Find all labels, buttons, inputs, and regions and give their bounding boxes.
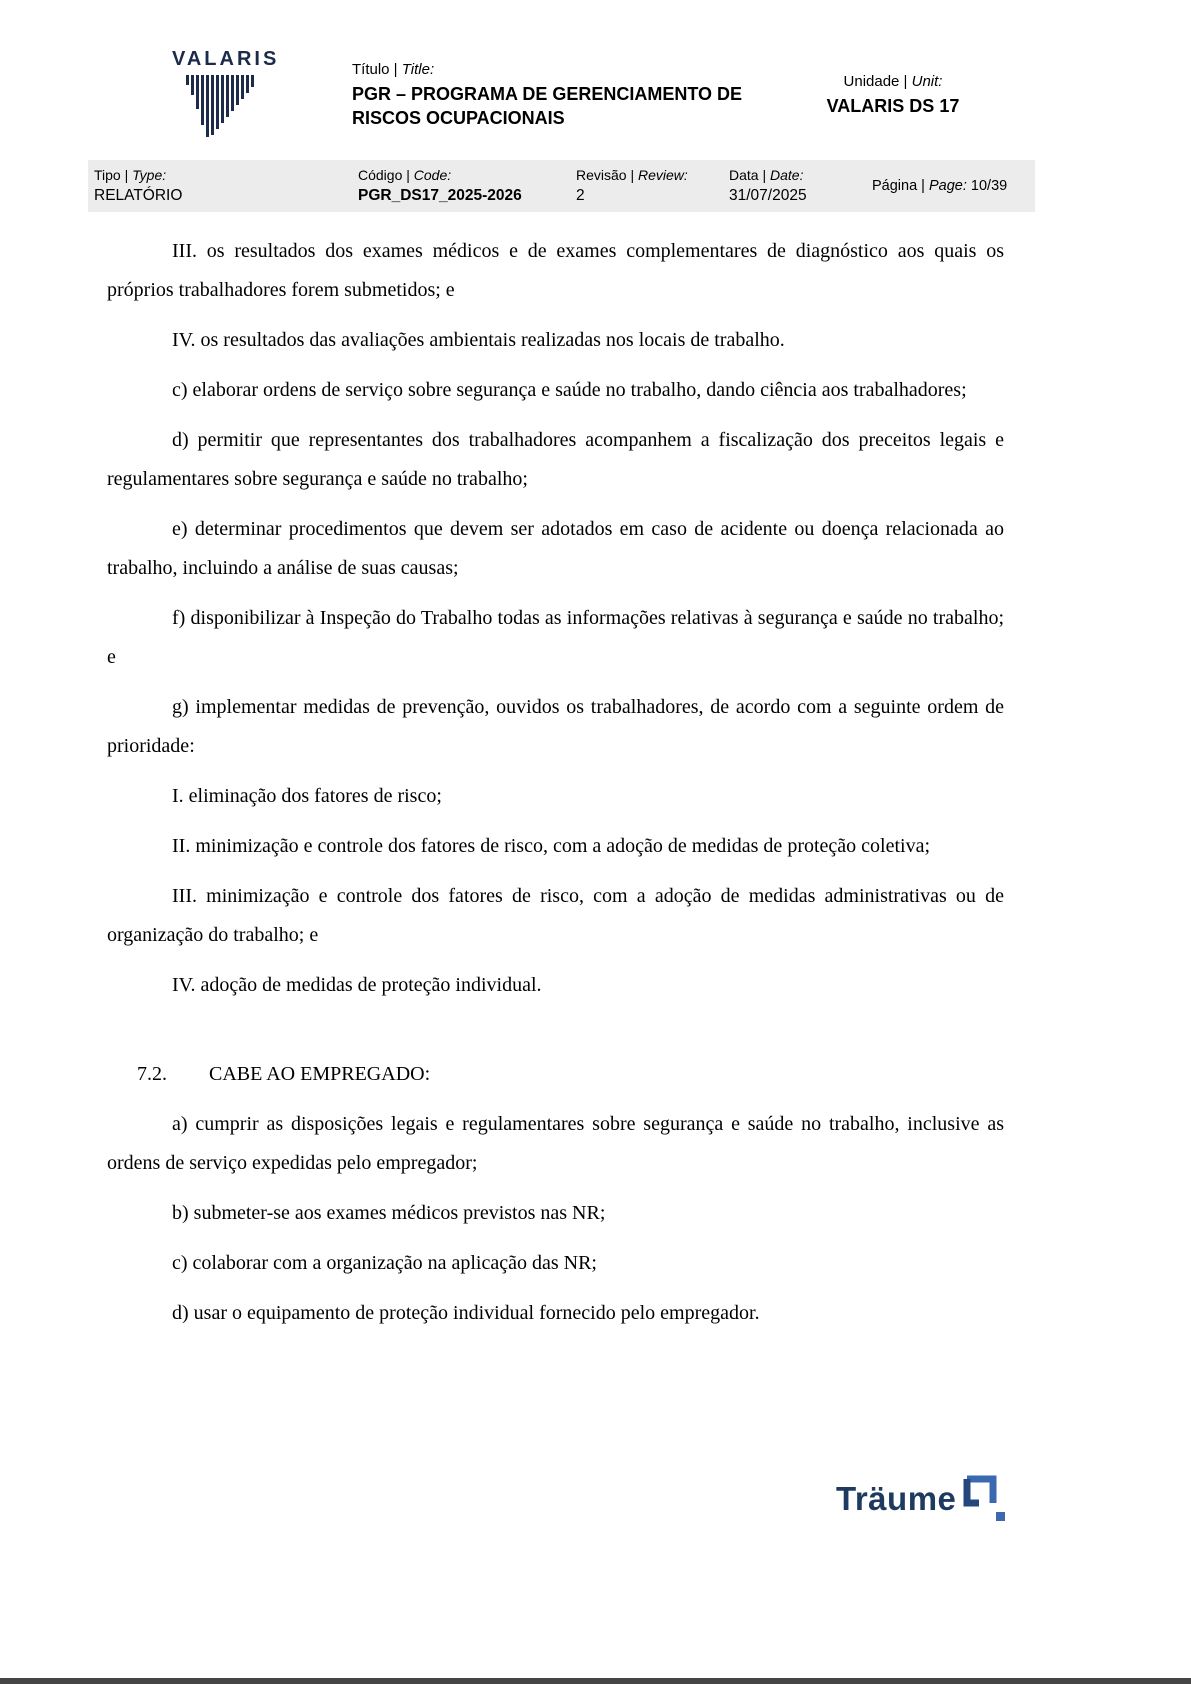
codigo-label-pt: Código | <box>358 167 414 183</box>
document-header <box>0 0 1191 160</box>
unit-value: VALARIS DS 17 <box>826 96 960 116</box>
title-label-pt: Título | <box>352 61 402 78</box>
unit-label-en: Unit: <box>911 73 943 90</box>
revisao-label-en: Review: <box>638 167 688 183</box>
codigo-value: PGR_DS17_2025-2026 <box>358 187 522 204</box>
pagina-label <box>872 177 1007 195</box>
paragraph: d) usar o equipamento de proteção individual fornecido pelo empregador. <box>172 1302 760 1324</box>
section-heading: 7.2. CABE AO EMPREGADO: <box>107 1055 1004 1094</box>
pagina-label-pt: Página | <box>872 178 929 194</box>
valaris-logo-bars-icon <box>172 75 272 142</box>
paragraph: c) colaborar com a organização na aplicação das NR; <box>172 1252 597 1274</box>
tipo-label <box>94 166 352 184</box>
document-title-line2: RISCOS OCUPACIONAIS <box>352 108 565 128</box>
traume-logo-icon <box>960 1472 1008 1529</box>
paragraph: II. minimização e controle dos fatores de risco, com a adoção de medidas de proteção coletiva; <box>172 835 931 857</box>
paragraph: IV. adoção de medidas de proteção individual. <box>172 974 542 996</box>
paragraph: f) disponibilizar à Inspeção do Trabalho todas as informações relativas à segurança e saúde no trabalho; e <box>107 607 1004 668</box>
tipo-label-en: Type: <box>132 167 167 183</box>
meta-tipo <box>88 160 352 212</box>
footer-brand <box>836 1468 1008 1529</box>
paragraph: c) elaborar ordens de serviço sobre segurança e saúde no trabalho, dando ciência aos trabalhadores; <box>172 379 967 401</box>
data-label-en: Date: <box>770 167 804 183</box>
revisao-label <box>576 166 723 184</box>
valaris-logo-text: VALARIS <box>172 48 280 70</box>
meta-revisao <box>570 160 723 212</box>
section-number: 7.2. <box>137 1063 167 1085</box>
paragraph: IV. os resultados das avaliações ambientais realizadas nos locais de trabalho. <box>172 329 785 351</box>
valaris-logo <box>172 48 280 142</box>
unit-block <box>798 72 988 117</box>
document-title-line1: PGR – PROGRAMA DE GERENCIAMENTO DE <box>352 84 743 104</box>
paragraph: b) submeter-se aos exames médicos previstos nas NR; <box>172 1202 606 1224</box>
tipo-label-pt: Tipo | <box>94 167 133 183</box>
data-value: 31/07/2025 <box>729 187 807 204</box>
paragraph: g) implementar medidas de prevenção, ouvidos os trabalhadores, de acordo com a seguinte ordem de prioridade: <box>107 696 1004 757</box>
codigo-label-en: Code: <box>413 167 452 183</box>
revisao-label-pt: Revisão | <box>576 167 638 183</box>
document-meta-bar <box>88 160 1035 212</box>
paragraph: I. eliminação dos fatores de risco; <box>172 785 442 807</box>
paragraph: a) cumprir as disposições legais e regulamentares sobre segurança e saúde no trabalho, inclusive as ordens de serviço expedidas pelo empregador; <box>107 1113 1004 1174</box>
revisao-value: 2 <box>576 187 585 204</box>
paragraph: III. minimização e controle dos fatores de risco, com a adoção de medidas administrativas ou de organização do trabalho; e <box>107 885 1004 946</box>
meta-data <box>723 160 866 212</box>
page-bottom-edge <box>0 1678 1191 1684</box>
meta-codigo <box>352 160 570 212</box>
codigo-label <box>358 166 570 184</box>
unit-label-pt: Unidade | <box>843 73 912 90</box>
data-label-pt: Data | <box>729 167 770 183</box>
paragraph: d) permitir que representantes dos trabalhadores acompanhem a fiscalização dos preceitos legais e regulamentares sobre segurança e saúde no trabalho; <box>107 429 1004 490</box>
unit-label <box>798 72 988 92</box>
meta-pagina <box>866 160 1035 212</box>
document-title-block <box>352 60 782 130</box>
title-label <box>352 60 782 80</box>
pagina-label-en: Page: <box>928 178 967 194</box>
title-label-en: Title: <box>401 61 435 78</box>
pagina-value: 10/39 <box>966 178 1008 194</box>
traume-brand-text: Träume <box>836 1479 957 1517</box>
paragraph: e) determinar procedimentos que devem ser adotados em caso de acidente ou doença relacionada ao trabalho, incluindo a análise de suas causas; <box>107 518 1004 579</box>
paragraph: III. os resultados dos exames médicos e de exames complementares de diagnóstico aos quais os próprios trabalhadores forem submetidos; e <box>107 240 1004 301</box>
tipo-value: RELATÓRIO <box>94 187 183 204</box>
data-label <box>729 166 866 184</box>
document-body <box>107 232 1004 1344</box>
